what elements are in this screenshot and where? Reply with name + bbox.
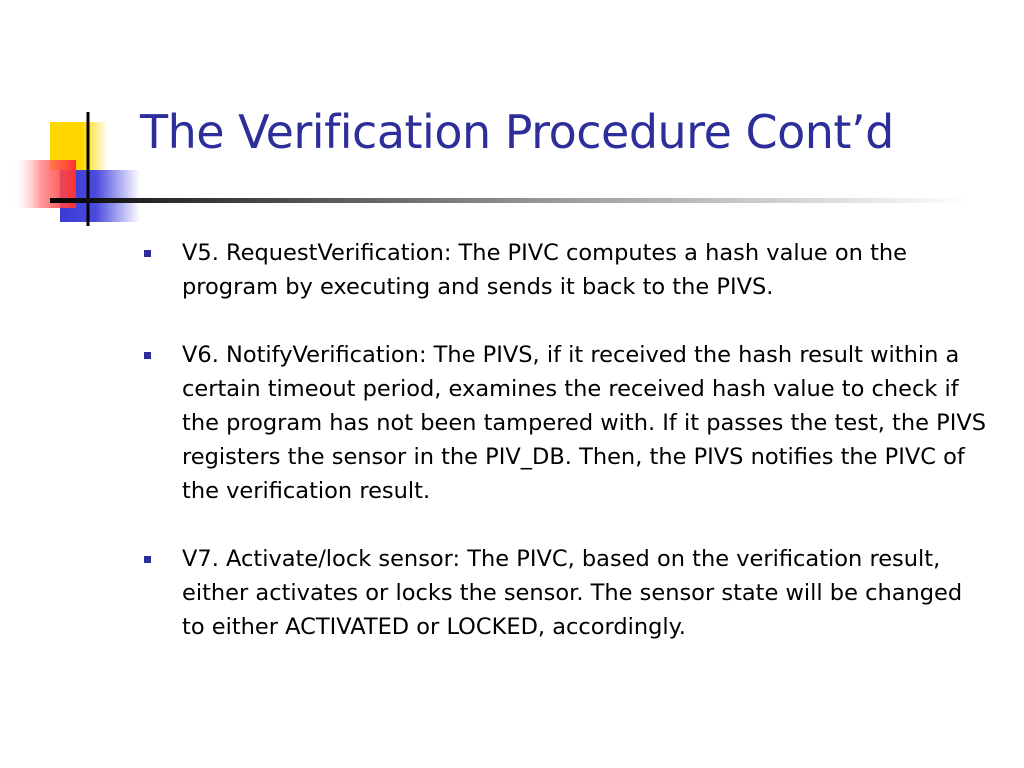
bullet-item-v5 [140,236,990,304]
bullet-text: V7. Activate/lock sensor: The PIVC, based on the verification result, either activates or locks the sensor. The sensor state will be changed to either ACTIVATED or LOCKED, accordingly. [182,546,963,640]
corner-decoration [0,0,160,240]
bullet-text: V5. RequestVerification: The PIVC computes a hash value on the program by executing and sends it back to the PIVS. [182,240,907,300]
bullet-list [140,236,990,678]
bullet-item-v7 [140,542,990,644]
square-bullet-icon [144,556,151,563]
square-bullet-icon [144,250,151,257]
title-underline [50,198,970,203]
slide-title: The Verification Procedure Cont’d [140,105,894,159]
bullet-item-v6 [140,338,990,508]
square-bullet-icon [144,352,151,359]
bullet-text: V6. NotifyVerification: The PIVS, if it received the hash result within a certain timeout period, examines the received hash value to check if the program has not been tampered with. If it passes the test, the PIVS registers the sensor in the PIV_DB. Then, the PIVS notifies the PIVC of the verification result. [182,342,987,504]
